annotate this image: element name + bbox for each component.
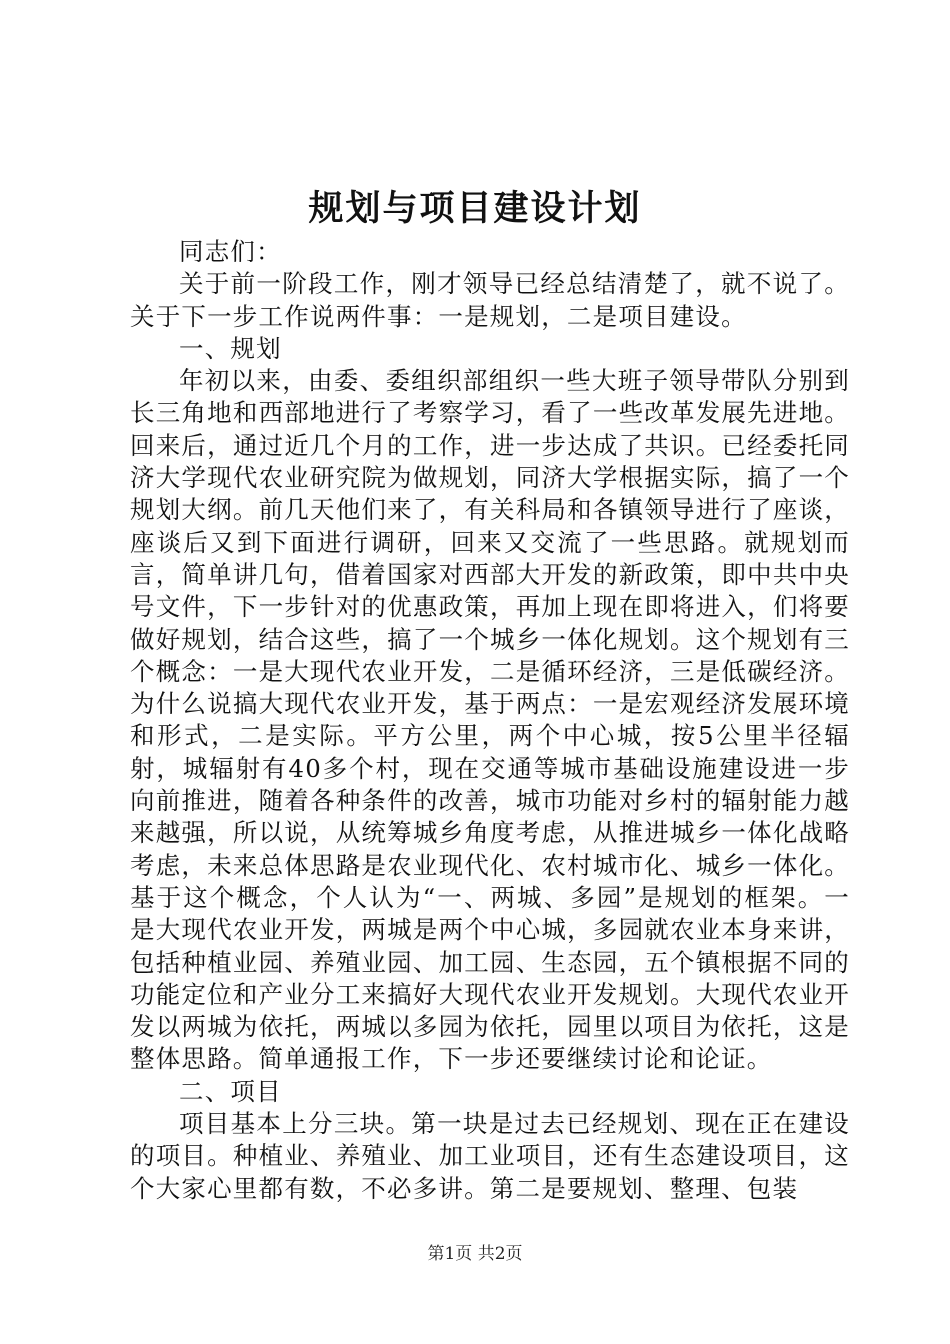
document-body <box>130 236 850 1205</box>
intro-paragraph: 关于前一阶段工作，刚才领导已经总结清楚了，就不说了。关于下一步工作说两件事：一是规划，二是项目建设。 <box>130 269 850 331</box>
planning-paragraph: 年初以来，由委、委组织部组织一些大班子领导带队分别到长三角地和西部地进行了考察学习，看了一些改革发展先进地。回来后，通过近几个月的工作，进一步达成了共识。已经委托同济大学现代农业研究院为做规划，同济大学根据实际，搞了一个规划大纲。前几天他们来了，有关科局和各镇领导进行了座谈，座谈后又到下面进行调研，回来又交流了一些思路。就规划而言，简单讲几句，借着国家对西部大开发的新政策，即中共中央号文件，下一步针对的优惠政策，再加上现在即将进入，们将要做好规划，结合这些，搞了一个城乡一体化规划。这个规划有三个概念：一是大现代农业开发，二是循环经济，三是低碳经济。为什么说搞大现代农业开发，基于两点：一是宏观经济发展环境和形式，二是实际。平方公里，两个中心城，按5公里半径辐射，城辐射有40多个村，现在交通等城市基础设施建设进一步向前推进，随着各种条件的改善，城市功能对乡村的辐射能力越来越强，所以说，从统筹城乡角度考虑，从推进城乡一体化战略考虑，未来总体思路是农业现代化、农村城市化、城乡一体化。基于这个概念，个人认为“一、两城、多园”是规划的框架。一是大现代农业开发，两城是两个中心城，多园就农业本身来讲，包括种植业园、养殖业园、加工园、生态园，五个镇根据不同的功能定位和产业分工来搞好大现代农业开发规划。大现代农业开发以两城为依托，两城以多园为依托，园里以项目为依托，这是整体思路。简单通报工作，下一步还要继续讨论和论证。 <box>130 366 850 1074</box>
greeting-paragraph: 同志们： <box>179 237 282 266</box>
projects-paragraph: 项目基本上分三块。第一块是过去已经规划、现在正在建设的项目。种植业、养殖业、加工业项目，还有生态建设项目，这个大家心里都有数，不必多讲。第二是要规划、整理、包装 <box>130 1109 850 1203</box>
section-heading-projects: 二、项目 <box>179 1076 282 1106</box>
section-heading-planning: 一、规划 <box>179 333 282 363</box>
document-title: 规划与项目建设计划 <box>308 188 642 229</box>
page-footer: 第1页 共2页 <box>427 1244 523 1264</box>
